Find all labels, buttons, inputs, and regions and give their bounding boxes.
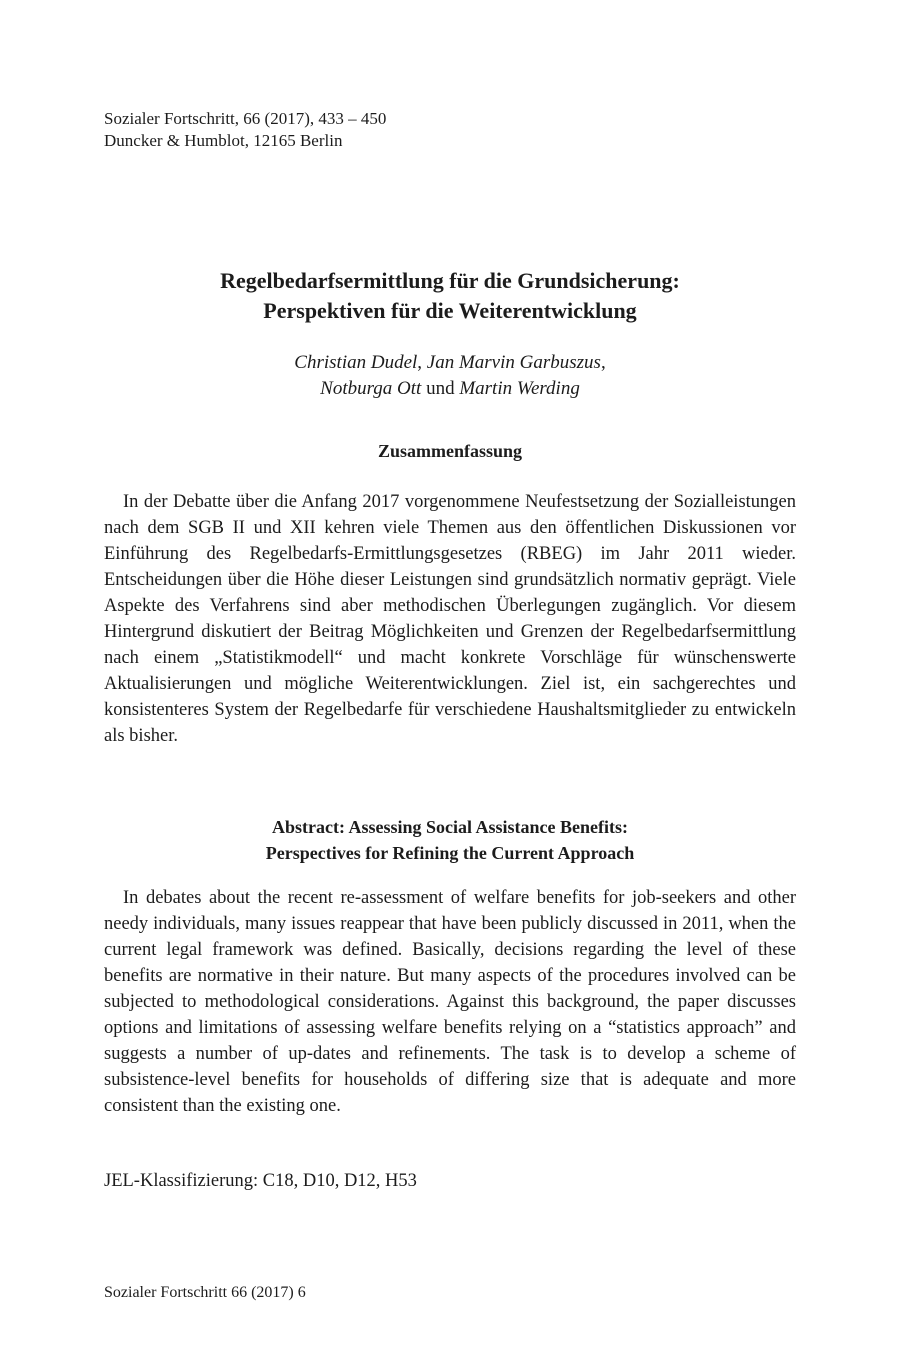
zusammenfassung-text: In der Debatte über die Anfang 2017 vorgenommene Neufestsetzung der Sozialleistungen nach dem SGB II und XII kehren viele Themen aus den öffentlichen Diskussionen vor Einführung des Regelbedarfs-Ermittlungsgesetzes (RBEG) im Jahr 2011 wieder. Entscheidungen über die Höhe dieser Leistungen sind grundsätzlich normativ geprägt. Viele Aspekte des Verfahrens sind aber methodischen Überlegungen zugänglich. Vor diesem Hintergrund diskutiert der Beitrag Möglichkeiten und Grenzen der Regelbedarfsermittlung nach einem „Statistikmodell“ und macht konkrete Vorschläge für wünschenswerte Aktualisierungen und mögliche Weiterentwicklungen. Ziel ist, ein sachgerechtes und konsistenteres System der Regelbedarfe für verschiedene Haushaltsmitglieder zu entwickeln als bisher. <box>104 492 796 746</box>
author-name: Martin Werding <box>459 378 580 399</box>
article-title-line-1: Regelbedarfsermittlung für die Grundsicherung: <box>220 268 680 293</box>
running-header <box>104 108 386 152</box>
article-title <box>0 266 900 326</box>
publisher-address: Duncker & Humblot, 12165 Berlin <box>104 131 343 150</box>
author-name: Christian Dudel <box>294 352 418 373</box>
author-conjunction: und <box>421 378 460 399</box>
author-line-2 <box>0 376 900 402</box>
abstract-text: In debates about the recent re-assessment of welfare benefits for job-seekers and other needy individuals, many issues reappear that have been publicly discussed in 2011, when the current legal framework was defined. Basically, decisions regarding the level of these benefits are normative in their nature. But many aspects of the procedures involved can be subjected to methodological considerations. Against this background, the paper discusses options and limitations of assessing welfare benefits relying on a “statistics approach” and suggests a number of up-dates and refinements. The task is to develop a scheme of subsistence-level benefits for households of differing size that is adequate and more consistent than the existing one. <box>104 888 796 1116</box>
zusammenfassung-heading: Zusammenfassung <box>377 441 523 461</box>
author-name: Notburga Ott <box>320 378 422 399</box>
page-footer: Sozialer Fortschritt 66 (2017) 6 <box>104 1284 306 1301</box>
author-separator: , <box>417 352 427 373</box>
author-list <box>0 350 900 402</box>
abstract-heading <box>0 814 900 866</box>
article-title-line-2: Perspektiven für die Weiterentwicklung <box>263 298 637 323</box>
journal-citation: Sozialer Fortschritt, 66 (2017), 433 – 450 <box>104 109 387 128</box>
author-line-1 <box>0 350 900 376</box>
author-name: Jan Marvin Garbuszus <box>426 352 601 373</box>
abstract-heading-line-1: Abstract: Assessing Social Assistance Benefits: <box>272 817 628 837</box>
abstract-heading-line-2: Perspectives for Refining the Current Approach <box>265 843 635 863</box>
author-separator: , <box>600 352 606 373</box>
jel-classification: JEL-Klassifizierung: C18, D10, D12, H53 <box>104 1171 417 1191</box>
